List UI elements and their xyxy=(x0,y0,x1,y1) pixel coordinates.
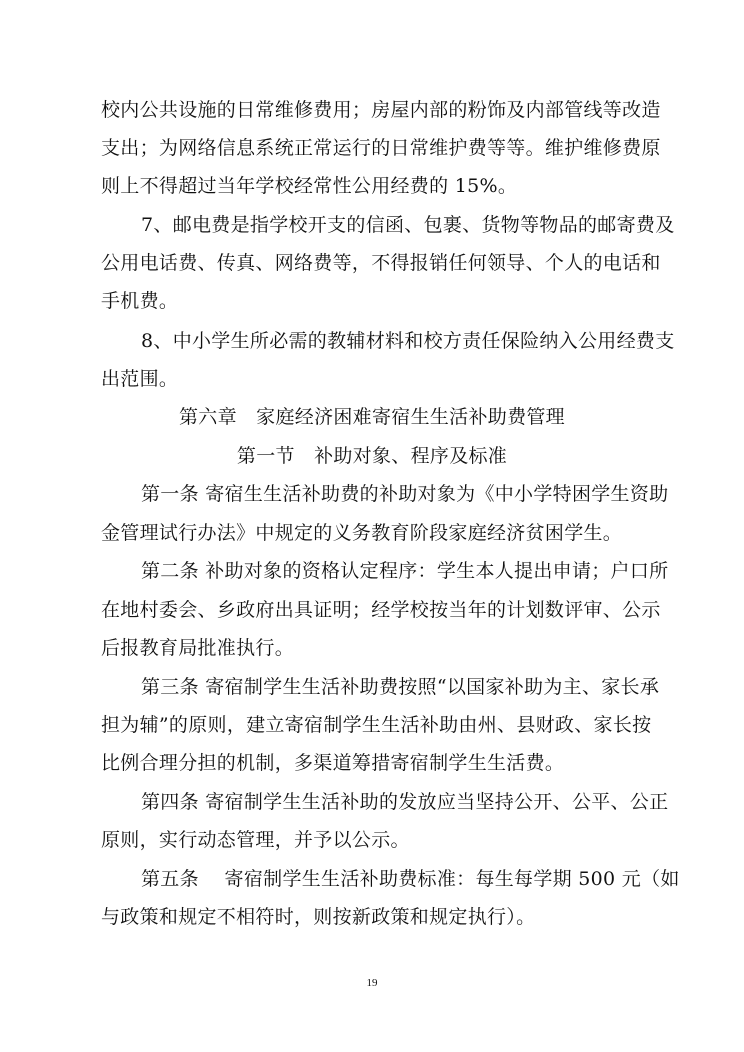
item-7-text: 7、邮电费是指学校开支的信函、包裹、货物等物品的邮寄费及 xyxy=(141,214,675,236)
chapter-heading: 第六章 家庭经济困难寄宿生生活补助费管理 xyxy=(178,406,565,428)
body-text-line: 校内公共设施的日常维修费用；房屋内部的粉饰及内部管线等改造 xyxy=(101,99,661,121)
body-text-line: 原则，实行动态管理，并予以公示。 xyxy=(101,829,410,851)
item-8-text: 8、中小学生所必需的教辅材料和校方责任保险纳入公用经费支 xyxy=(141,330,675,352)
article-3-text: 第三条 寄宿制学生生活补助费按照“以国家补助为主、家长承 xyxy=(141,676,660,698)
page-number: 19 xyxy=(366,977,378,989)
article-5-text: 第五条 寄宿制学生生活补助费标准：每生每学期 500 元（如 xyxy=(141,868,680,890)
article-4-text: 第四条 寄宿制学生生活补助的发放应当坚持公开、公平、公正 xyxy=(141,791,669,813)
body-text-line: 则上不得超过当年学校经常性公用经费的 15%。 xyxy=(101,175,518,197)
section-heading: 第一节 补助对象、程序及标准 xyxy=(236,445,508,467)
body-text-line: 公用电话费、传真、网络费等，不得报销任何领导、个人的电话和 xyxy=(101,252,661,274)
body-text-line: 比例合理分担的机制，多渠道筹措寄宿制学生生活费。 xyxy=(101,752,565,774)
body-text-line: 与政策和规定不相符时，则按新政策和规定执行）。 xyxy=(101,906,536,928)
body-text-line: 后报教育局批准执行。 xyxy=(101,637,295,659)
body-text-line: 出范围。 xyxy=(101,368,179,390)
body-text-line: 金管理试行办法》中规定的义务教育阶段家庭经济贫困学生。 xyxy=(101,522,623,544)
body-text-line: 担为辅”的原则，建立寄宿制学生生活补助由州、县财政、家长按 xyxy=(101,714,652,736)
body-text-line: 手机费。 xyxy=(101,290,179,312)
article-2-text: 第二条 补助对象的资格认定程序：学生本人提出申请；户口所 xyxy=(141,560,669,582)
body-text-line: 支出；为网络信息系统正常运行的日常维护费等等。维护维修费原 xyxy=(101,137,661,159)
article-1-text: 第一条 寄宿生生活补助费的补助对象为《中小学特困学生资助 xyxy=(141,483,669,505)
body-text-line: 在地村委会、乡政府出具证明；经学校按当年的计划数评审、公示 xyxy=(101,599,661,621)
